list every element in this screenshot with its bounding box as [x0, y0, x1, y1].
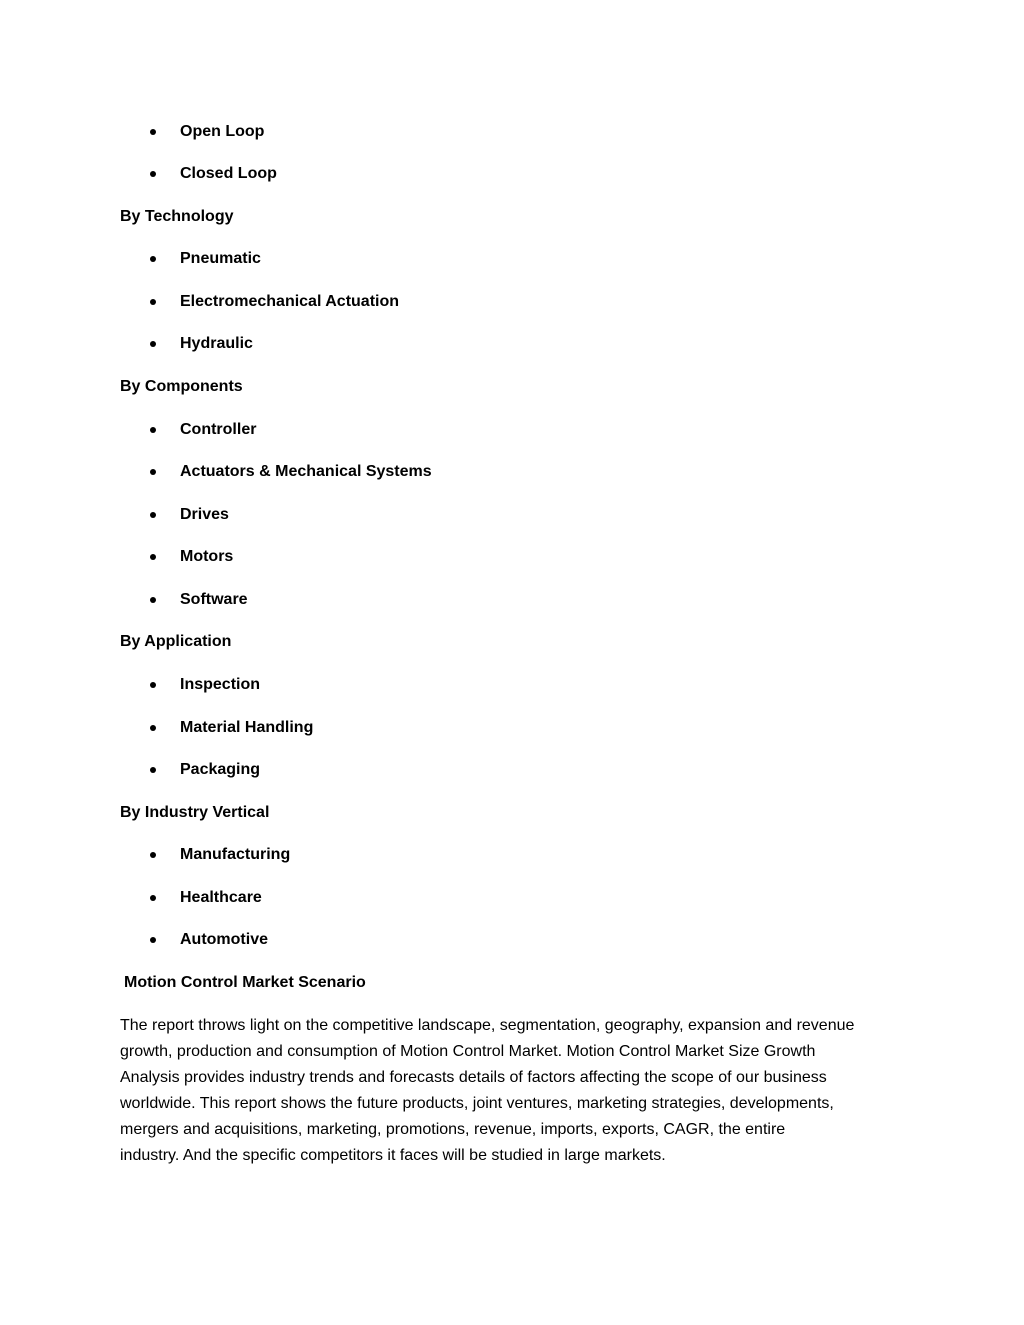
scenario-heading: Motion Control Market Scenario [124, 974, 366, 991]
bullet-icon [150, 937, 156, 943]
list-item-label: Manufacturing [180, 846, 291, 863]
list-item-label: Healthcare [180, 889, 262, 906]
list-item-label: Software [180, 591, 248, 608]
list-item-hydraulic [150, 332, 253, 356]
list-item-material-handling [150, 716, 313, 740]
list-item-electromechanical-actuation [150, 290, 399, 314]
bullet-icon [150, 427, 156, 433]
list-item-actuators-mechanical-systems [150, 460, 432, 484]
list-item-controller [150, 418, 256, 442]
bullet-icon [150, 299, 156, 305]
paragraph-line: The report throws light on the competitive landscape, segmentation, geography, expansion and revenue [120, 1017, 855, 1034]
section-heading-components: By Components [120, 378, 243, 395]
bullet-icon [150, 767, 156, 773]
list-item-label: Hydraulic [180, 335, 253, 352]
list-item-open-loop [150, 120, 264, 144]
list-item-manufacturing [150, 843, 290, 867]
list-item-inspection [150, 673, 260, 697]
list-item-label: Pneumatic [180, 250, 261, 267]
list-item-healthcare [150, 886, 262, 910]
list-item-motors [150, 545, 233, 569]
list-item-software [150, 588, 248, 612]
paragraph-line: Analysis provides industry trends and forecasts details of factors affecting the scope of our business [120, 1069, 827, 1086]
bullet-icon [150, 171, 156, 177]
list-item-label: Open Loop [180, 123, 265, 140]
bullet-icon [150, 852, 156, 858]
bullet-icon [150, 725, 156, 731]
list-item-label: Electromechanical Actuation [180, 293, 400, 310]
bullet-icon [150, 512, 156, 518]
bullet-icon [150, 597, 156, 603]
list-item-automotive [150, 928, 268, 952]
list-item-label: Motors [180, 548, 234, 565]
list-item-closed-loop [150, 162, 277, 186]
bullet-icon [150, 469, 156, 475]
bullet-icon [150, 682, 156, 688]
bullet-icon [150, 341, 156, 347]
bullet-icon [150, 895, 156, 901]
section-heading-industry-vertical: By Industry Vertical [120, 804, 270, 821]
list-item-label: Actuators & Mechanical Systems [180, 463, 432, 480]
list-item-pneumatic [150, 247, 261, 271]
scenario-paragraph [120, 1013, 920, 1169]
list-item-drives [150, 503, 229, 527]
section-heading-technology: By Technology [120, 208, 234, 225]
paragraph-line: mergers and acquisitions, marketing, promotions, revenue, imports, exports, CAGR, the entire [120, 1121, 786, 1138]
list-item-label: Drives [180, 506, 229, 523]
list-item-label: Material Handling [180, 719, 314, 736]
list-item-label: Automotive [180, 931, 268, 948]
bullet-icon [150, 129, 156, 135]
list-item-packaging [150, 758, 260, 782]
list-item-label: Packaging [180, 761, 261, 778]
paragraph-line: industry. And the specific competitors it faces will be studied in large markets. [120, 1147, 666, 1164]
list-item-label: Controller [180, 421, 257, 438]
paragraph-line: growth, production and consumption of Motion Control Market. Motion Control Market Size Growth [120, 1043, 816, 1060]
list-item-label: Inspection [180, 676, 261, 693]
section-heading-application: By Application [120, 633, 232, 650]
paragraph-line: worldwide. This report shows the future products, joint ventures, marketing strategies, developments, [120, 1095, 834, 1112]
list-item-label: Closed Loop [180, 165, 277, 182]
bullet-icon [150, 554, 156, 560]
bullet-icon [150, 256, 156, 262]
